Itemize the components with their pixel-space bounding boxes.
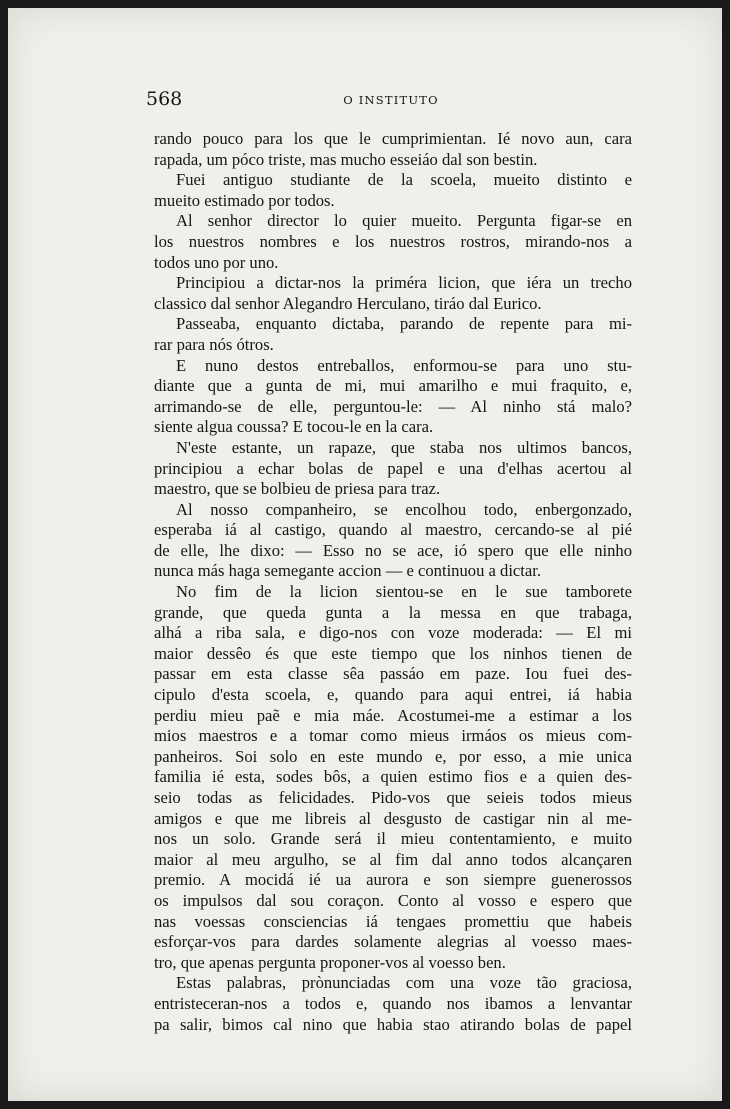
text-line: maior dessêo és que este tiempo que los ninhos tienen de — [154, 643, 632, 663]
text-line: Principiou a dictar-nos la priméra licion, que iéra un trecho — [176, 273, 632, 293]
text-line: perdiu mieu paẽ e mia máe. Acostumei-me a estimar a los — [154, 705, 632, 725]
text-line: maior al meu argulho, se al fim dal anno todos alcançaren — [154, 849, 632, 869]
text-line: nunca más haga semegante accion — e continuou a dictar. — [154, 561, 542, 581]
text-line: mueito estimado por todos. — [154, 190, 335, 210]
text-line: os impulsos dal sou coraçon. Conto al vosso e espero que — [154, 890, 632, 910]
text-line: familia ié esta, sodes bôs, a quien estimo fios e a quien des- — [154, 767, 632, 787]
text-line: N'este estante, un rapaze, que staba nos ultimos bancos, — [176, 437, 632, 457]
page-header — [146, 88, 636, 112]
text-line: rar para nós ótros. — [154, 334, 274, 354]
text-line: Passeaba, enquanto dictaba, parando de repente para mi- — [176, 314, 632, 334]
text-line: classico dal senhor Alegandro Herculano, tiráo dal Eurico. — [154, 293, 542, 313]
text-line: Fuei antiguo studiante de la scoela, mueito distinto e — [176, 170, 632, 190]
text-line: passar em esta classe sêa passáo em paze. Iou fuei des- — [154, 664, 632, 684]
text-line: Al senhor director lo quier mueito. Pergunta figar-se en — [176, 211, 632, 231]
text-line: los nuestros nombres e los nuestros rostros, mirando-nos a — [154, 231, 632, 251]
text-line: cipulo d'esta scoela, e, quando para aqui entrei, iá habia — [154, 685, 632, 705]
page-number: 568 — [146, 88, 183, 110]
text-line: arrimando-se de elle, perguntou-le: — Al ninho stá malo? — [154, 396, 632, 416]
text-line: No fim de la licion sientou-se en le sue tamborete — [176, 582, 632, 602]
text-line: alhá a riba sala, e digo-nos con voze moderada: — El mi — [154, 623, 632, 643]
text-line: tro, que apenas pergunta proponer-vos al voesso ben. — [154, 952, 506, 972]
text-line: entristeceran-nos a todos e, quando nos ibamos a lenvantar — [154, 993, 632, 1013]
text-line: esforçar-vos para dardes solamente alegrias al voesso maes- — [154, 932, 632, 952]
text-line: diante que a gunta de mi, mui amarilho e mui fraquito, e, — [154, 376, 632, 396]
text-line: nas voessas consciencias iá tengaes promettiu que habeis — [154, 911, 632, 931]
text-line: esperaba iá al castigo, quando al maestro, cercando-se al pié — [154, 520, 632, 540]
text-line: todos uno por uno. — [154, 252, 279, 272]
text-line: grande, que queda gunta a la messa en que trabaga, — [154, 602, 632, 622]
text-line: mios maestros e a tomar como mieus irmáos os mieus com- — [154, 726, 632, 746]
text-line: Estas palabras, prònunciadas com una voze tão graciosa, — [176, 973, 632, 993]
running-title: O INSTITUTO — [343, 93, 439, 107]
text-line: siente algua coussa? E tocou-le en la cara. — [154, 417, 434, 437]
text-line: seio todas as felicidades. Pido-vos que seieis todos mieus — [154, 788, 632, 807]
text-line: Al nosso companheiro, se encolhou todo, enbergonzado, — [176, 499, 632, 519]
text-line: nos un solo. Grande será il mieu contentamiento, e muito — [154, 829, 632, 849]
text-line: panheiros. Soi solo en este mundo e, por esso, a mie unica — [154, 746, 632, 766]
text-line: pa salir, bimos cal nino que habia stao atirando bolas de papel — [154, 1014, 632, 1034]
text-line: rando pouco para los que le cumprimientan. Ié novo aun, cara — [154, 129, 632, 148]
body-text — [154, 129, 632, 1035]
text-line: maestro, que se bolbieu de priesa para traz. — [154, 479, 441, 499]
text-line: rapada, um póco triste, mas mucho esseiáo dal son bestin. — [154, 149, 538, 169]
text-line: premio. A mocidá ié ua aurora e son siempre guenerossos — [154, 870, 632, 890]
text-line: E nuno destos entreballos, enformou-se para uno stu- — [176, 355, 632, 375]
text-line: principiou a echar bolas de papel e una d'elhas acertou al — [154, 458, 632, 478]
text-line: de elle, lhe dixo: — Esso no se ace, ió spero que elle ninho — [154, 540, 632, 560]
text-line: amigos e que me libreis al desgusto de castigar nin al me- — [154, 808, 632, 828]
book-page — [8, 8, 722, 1101]
